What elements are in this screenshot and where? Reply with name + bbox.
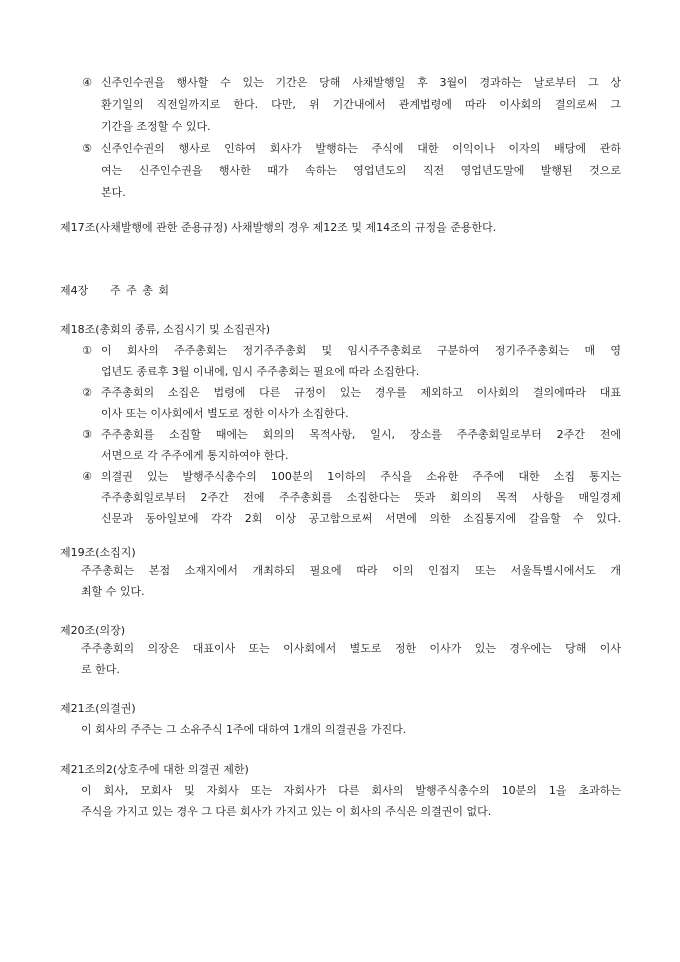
chapter-number: 제4장	[60, 284, 89, 297]
item-number: ④	[82, 470, 92, 483]
item-text-line: 서면으로 각 주주에게 통지하여야 한다.	[101, 449, 289, 462]
item-text-line: 신주인수권을 행사할 수 있는 기간은 당해 사채발행일 후 3월이 경과하는 날로부터 그 상	[101, 76, 621, 89]
article-19-text-line: 최할 수 있다.	[81, 585, 145, 598]
article-21-2-text-line: 주식을 가지고 있는 경우 그 다른 회사가 가지고 있는 이 회사의 주식은 의결권이 없다.	[81, 805, 492, 818]
item-text-line: 주주총회를 소집할 때에는 회의의 목적사항, 일시, 장소를 주주총회일로부터 2주간 전에	[101, 428, 621, 441]
item-text-line: 주주총회일로부터 2주간 전에 주주총회를 소집한다는 뜻과 회의의 목적 사항을 매일경제	[101, 491, 621, 504]
item-number: ①	[82, 344, 92, 357]
item-text-line: 신주인수권의 행사로 인하여 회사가 발행하는 주식에 대한 이익이나 이자의 배당에 관하	[101, 142, 621, 155]
item-text-line: 기간을 조정할 수 있다.	[101, 120, 211, 133]
item-text-line: 이사 또는 이사회에서 별도로 정한 이사가 소집한다.	[101, 407, 349, 420]
article-19-text-line: 주주총회는 본점 소재지에서 개최하되 필요에 따라 이의 인접지 또는 서울특별시에서도 개	[81, 564, 621, 577]
item-text-line: 환기일의 직전일까지로 한다. 다만, 위 기간내에서 관계법령에 따라 이사회의 결의로써 그	[101, 98, 621, 111]
article-20-text-line: 로 한다.	[81, 663, 120, 676]
item-text-line: 이 회사의 주주총회는 정기주주총회 및 임시주주총회로 구분하여 정기주주총회는 매 영	[101, 344, 621, 357]
article-21-heading: 제21조(의결권)	[60, 702, 136, 715]
article-19-heading: 제19조(소집지)	[60, 546, 136, 559]
item-text-line: 업년도 종료후 3월 이내에, 임시 주주총회는 필요에 따라 소집한다.	[101, 365, 420, 378]
chapter-title: 주 주 총 회	[110, 284, 170, 297]
article-18-heading: 제18조(총회의 종류, 소집시기 및 소집권자)	[60, 323, 271, 336]
article-17-text: 제17조(사채발행에 관한 준용규정) 사채발행의 경우 제12조 및 제14조의 규정을 준용한다.	[60, 221, 497, 234]
item-number: ④	[82, 76, 92, 89]
article-20-heading: 제20조(의장)	[60, 624, 126, 637]
item-text-line: 본다.	[101, 186, 126, 199]
item-number: ③	[82, 428, 92, 441]
item-number: ⑤	[82, 142, 92, 155]
article-21-2-text-line: 이 회사, 모회사 및 자회사 또는 자회사가 다른 회사의 발행주식총수의 10분의 1을 초과하는	[81, 784, 621, 797]
item-text-line: 신문과 동아일보에 각각 2회 이상 공고함으로써 서면에 의한 소집통지에 갈음할 수 있다.	[101, 512, 621, 525]
item-text-line: 여는 신주인수권을 행사한 때가 속하는 영업년도의 직전 영업년도말에 발행된 것으로	[101, 164, 621, 177]
item-text-line: 의결권 있는 발행주식총수의 100분의 1이하의 주식을 소유한 주주에 대한 소집 통지는	[101, 470, 621, 483]
item-number: ②	[82, 386, 92, 399]
article-21-2-heading: 제21조의2(상호주에 대한 의결권 제한)	[60, 763, 249, 776]
item-text-line: 주주총회의 소집은 법령에 다른 규정이 있는 경우를 제외하고 이사회의 결의에따라 대표	[101, 386, 621, 399]
article-20-text-line: 주주총회의 의장은 대표이사 또는 이사회에서 별도로 정한 이사가 있는 경우에는 당해 이사	[81, 642, 621, 655]
article-21-text-line: 이 회사의 주주는 그 소유주식 1주에 대하여 1개의 의결권을 가진다.	[81, 723, 407, 736]
